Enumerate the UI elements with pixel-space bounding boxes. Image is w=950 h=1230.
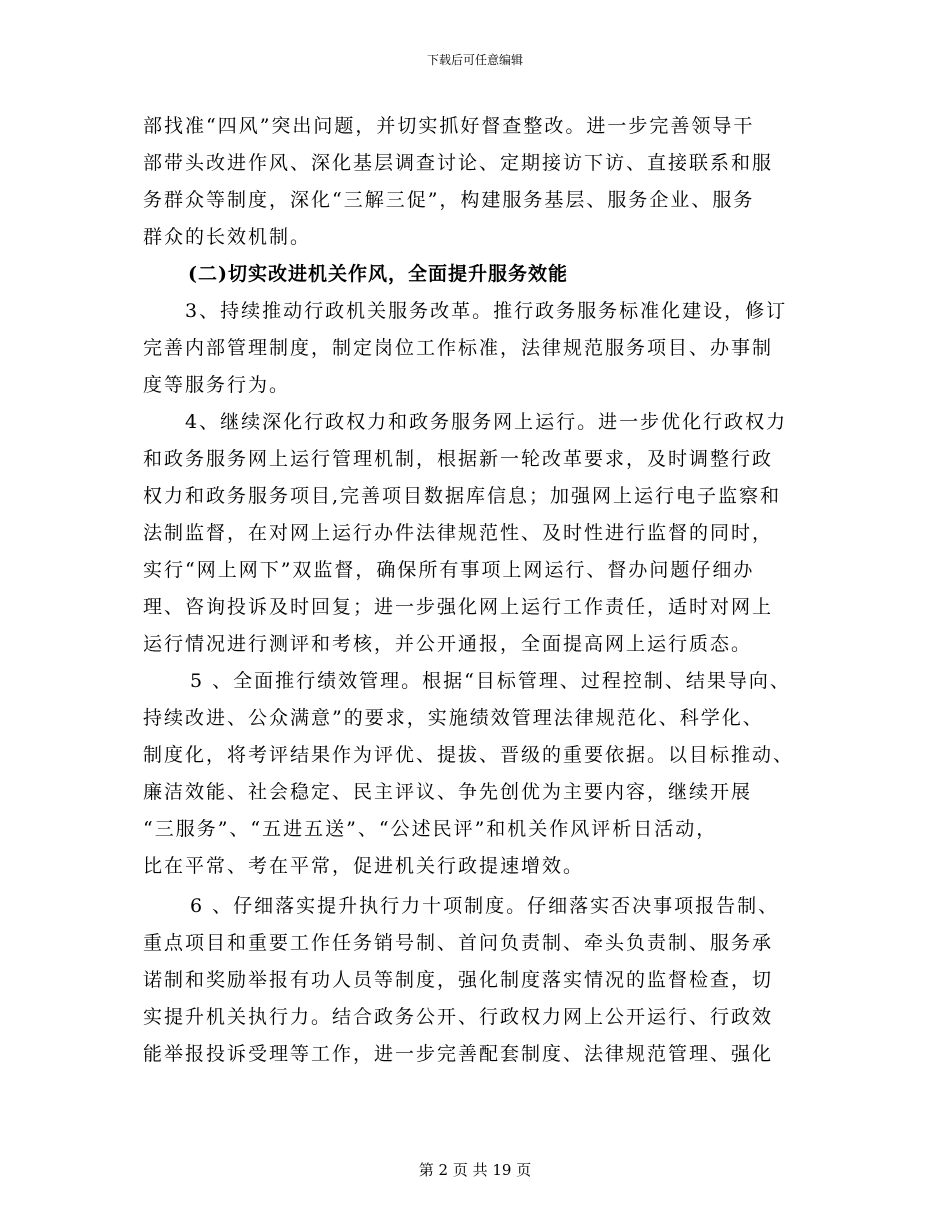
- paragraph-3-line: 度等服务行为。: [143, 374, 291, 396]
- paragraph-6-line: 诺制和奖励举报有功人员等制度，强化制度落实情况的监督检查，切: [143, 969, 774, 991]
- paragraph-3-line: 3、持续推动行政机关服务改革。推行政务服务标准化建设，修订: [185, 300, 788, 322]
- page-number-footer: 第 2 页 共 19 页: [418, 1161, 532, 1179]
- paragraph-5-line: “三服务”、“五进五送”、“公述民评”和机关作风评析日活动，: [143, 818, 718, 840]
- document-body: [143, 108, 813, 1073]
- body-line: 群众的长效机制。: [143, 226, 312, 248]
- body-line: 部找准“四风”突出问题，并切实抓好督查整改。进一步完善领导干: [143, 115, 755, 137]
- section-heading: (二)切实改进机关作风，全面提升服务效能: [188, 263, 568, 285]
- paragraph-5-line: 比在平常、考在平常，促进机关行政提速增效。: [143, 855, 585, 877]
- paragraph-6-line: 实提升机关执行力。结合政务公开、行政权力网上公开运行、行政效: [143, 1006, 774, 1028]
- paragraph-6-line: 6 、仔细落实提升执行力十项制度。仔细落实否决事项报告制、: [190, 895, 780, 917]
- paragraph-4-line: 4、继续深化行政权力和政务服务网上运行。进一步优化行政权力: [185, 411, 788, 433]
- paragraph-4-line: 和政务服务网上运行管理机制，根据新一轮改革要求，及时调整行政: [143, 448, 774, 470]
- paragraph-3-line: 完善内部管理制度，制定岗位工作标准，法律规范服务项目、办事制: [143, 337, 774, 359]
- paragraph-4-line: 运行情况进行测评和考核，并公开通报，全面提高网上运行质态。: [143, 633, 753, 655]
- body-line: 务群众等制度，深化“三解三促”，构建服务基层、服务企业、服务: [143, 189, 755, 211]
- page-header: 下载后可任意编辑: [426, 53, 523, 67]
- body-line: 部带头改进作风、深化基层调查讨论、定期接访下访、直接联系和服: [143, 152, 774, 174]
- paragraph-5-line: 制度化，将考评结果作为评优、提拔、晋级的重要依据。以目标推动、: [143, 744, 795, 766]
- paragraph-5-line: 持续改进、公众满意”的要求，实施绩效管理法律规范化、科学化、: [143, 707, 764, 729]
- paragraph-4-line: 法制监督，在对网上运行办件法律规范性、及时性进行监督的同时，: [143, 522, 774, 544]
- paragraph-5-line: 5 、全面推行绩效管理。根据“目标管理、过程控制、结果导向、: [190, 670, 791, 692]
- paragraph-5-line: 廉洁效能、社会稳定、民主评议、争先创优为主要内容，继续开展: [143, 781, 753, 803]
- paragraph-4-line: 理、咨询投诉及时回复；进一步强化网上运行工作责任，适时对网上: [143, 596, 774, 618]
- paragraph-4-line: 实行“网上网下”双监督，确保所有事项上网运行、督办问题仔细办: [143, 559, 755, 581]
- paragraph-6-line: 能举报投诉受理等工作，进一步完善配套制度、法律规范管理、强化: [143, 1043, 774, 1065]
- paragraph-6-line: 重点项目和重要工作任务销号制、首问负责制、牵头负责制、服务承: [143, 932, 774, 954]
- paragraph-4-line: 权力和政务服务项目,完善项目数据库信息；加强网上运行电子监察和: [143, 485, 782, 507]
